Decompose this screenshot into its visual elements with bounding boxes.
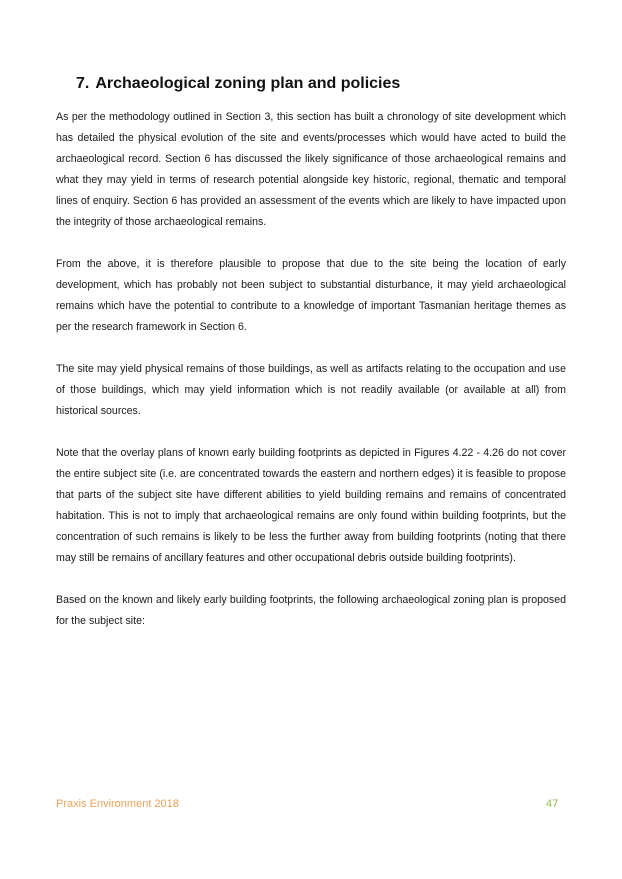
section-heading bbox=[76, 75, 400, 93]
footer-company: Praxis Environment 2018 bbox=[56, 798, 179, 810]
body-text bbox=[56, 107, 566, 653]
section-title: Archaeological zoning plan and policies bbox=[95, 75, 401, 92]
footer-page-number: 47 bbox=[546, 798, 559, 810]
paragraph-5: Based on the known and likely early building footprints, the following archaeological zoning plan is proposed for the subject site: bbox=[56, 594, 566, 627]
paragraph-2: From the above, it is therefore plausible to propose that due to the site being the location of early development, which has probably not been subject to substantial disturbance, it may yield archaeological remains which have the potential to contribute to a knowledge of important Tasmanian heritage themes as per the research framework in Section 6. bbox=[56, 258, 566, 333]
paragraph-3: The site may yield physical remains of those buildings, as well as artifacts relating to the occupation and use of those buildings, which may yield information which is not readily available (or available at all) from historical sources. bbox=[56, 363, 566, 417]
paragraph-1: As per the methodology outlined in Section 3, this section has built a chronology of site development which has detailed the physical evolution of the site and events/processes which would have acted to build the archaeological record. Section 6 has discussed the likely significance of those archaeological remains and what they may yield in terms of research potential alongside key historic, regional, thematic and temporal lines of enquiry. Section 6 has provided an assessment of the events which are likely to have impacted upon the integrity of those archaeological remains. bbox=[56, 111, 566, 228]
paragraph-4: Note that the overlay plans of known early building footprints as depicted in Figures 4.22 - 4.26 do not cover the entire subject site (i.e. are concentrated towards the eastern and northern edges) it is feasible to propose that parts of the subject site have different abilities to yield building remains and remains of concentrated habitation. This is not to imply that archaeological remains are only found within building footprints, but the concentration of such remains is likely to be less the further away from building footprints (noting that there may still be remains of ancillary features and other occupational debris outside building footprints). bbox=[56, 447, 566, 564]
section-number: 7. bbox=[76, 75, 90, 92]
